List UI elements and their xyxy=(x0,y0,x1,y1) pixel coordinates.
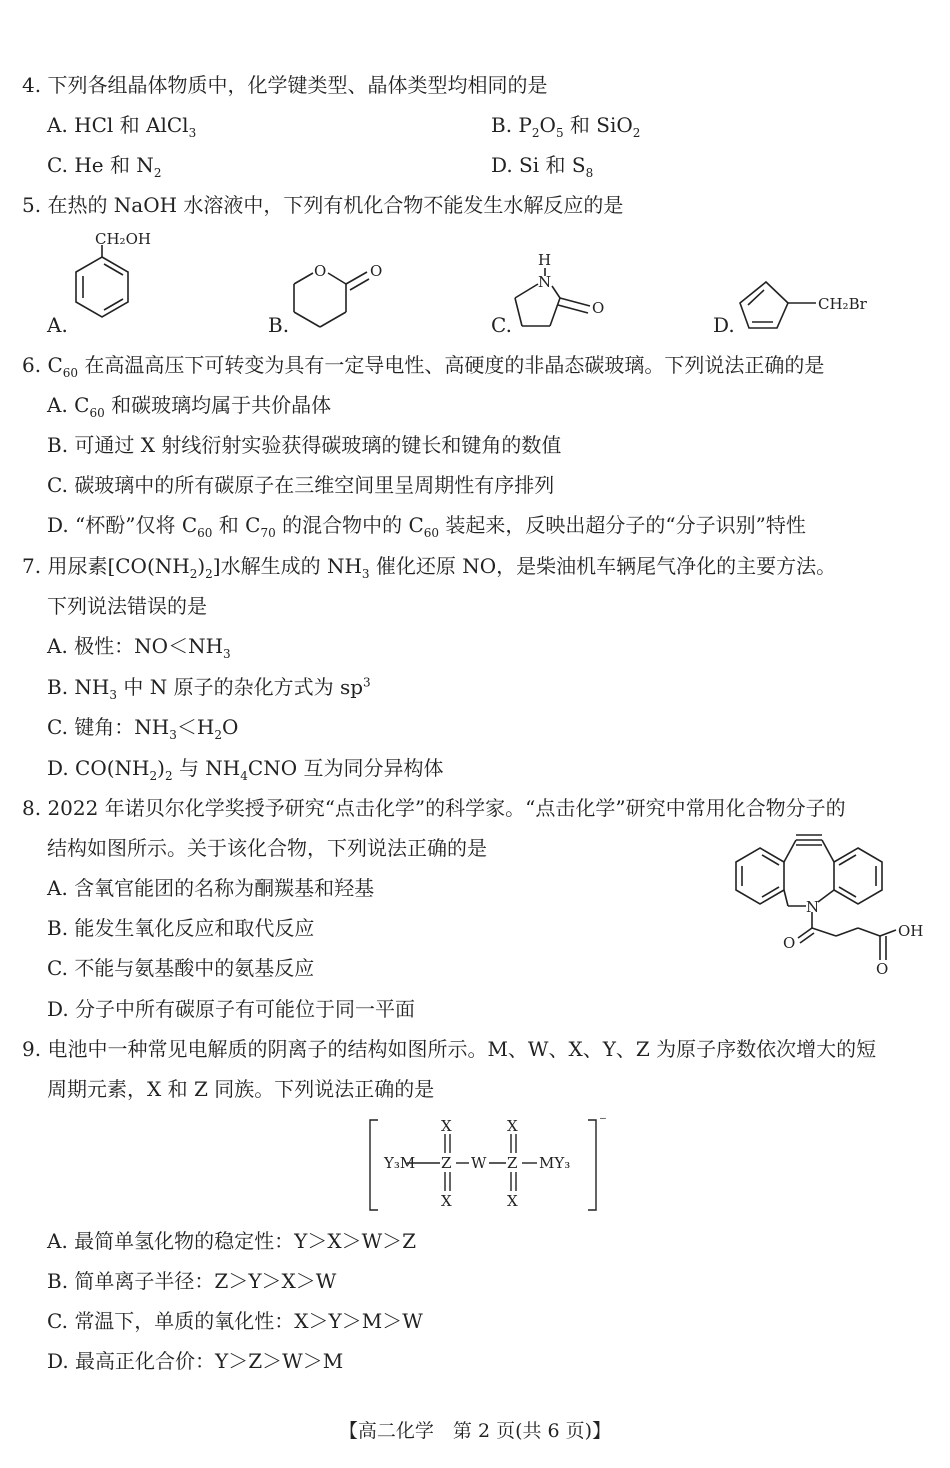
q9-w-center: W xyxy=(471,1154,487,1172)
q9-z-left: Z xyxy=(441,1154,452,1172)
q8-option-d: D. 分子中所有碳原子有可能位于同一平面 xyxy=(47,997,416,1021)
q6-option-d: D. “杯酚”仅将 $C_{60}$ 和 $C_{70}$ 的混合物中的 $C_{60}$ 装起来，反映出超分子的“分子识别”特性 xyxy=(47,513,806,540)
q4-option-c: C. He 和 $N_2$ xyxy=(47,153,162,180)
q5-a-ch2oh-label: CH₂OH xyxy=(95,230,151,248)
q7-option-d: D. $CO(NH_2)_2$ 与 $NH_4CNO$ 互为同分异构体 xyxy=(47,756,444,783)
q4-stem: 4. 下列各组晶体物质中，化学键类型、晶体类型均相同的是 xyxy=(22,73,548,97)
q4-option-d: D. Si 和 $S_8$ xyxy=(491,153,594,180)
q5-option-a-label: A. xyxy=(47,313,68,337)
q7-option-c: C. 键角：$NH_3<H_2O$ xyxy=(47,715,239,742)
q9-z-right: Z xyxy=(507,1154,518,1172)
q5-c-nitrogen: N xyxy=(538,273,552,291)
q8-option-c: C. 不能与氨基酸中的氨基反应 xyxy=(47,956,315,980)
q5-option-d-label: D. xyxy=(713,313,735,337)
q5-b-ring-oxygen: O xyxy=(314,262,327,280)
page-footer: 【高二化学 第 2 页(共 6 页)】 xyxy=(338,1420,612,1442)
q5-c-hydrogen: H xyxy=(538,251,552,269)
q9-right-group: MY₃ xyxy=(539,1154,571,1172)
q8-option-a: A. 含氧官能团的名称为酮羰基和羟基 xyxy=(47,876,375,900)
q7-stem-line2: 下列说法错误的是 xyxy=(47,594,207,618)
q9-stem: 9. 电池中一种常见电解质的阴离子的结构如图所示。M、W、X、Y、Z 为原子序数依次增大的短 xyxy=(22,1037,877,1061)
q9-option-d: D. 最高正化合价：Y＞Z＞W＞M xyxy=(47,1349,344,1373)
q5-option-b-label: B. xyxy=(268,313,290,337)
q6-option-c: C. 碳玻璃中的所有碳原子在三维空间里呈周期性有序排列 xyxy=(47,473,555,497)
q5-b-carbonyl-oxygen: O xyxy=(370,262,383,280)
q7-option-a: A. 极性：$NO<NH_3$ xyxy=(47,634,231,661)
q9-option-b: B. 简单离子半径：Z＞Y＞X＞W xyxy=(47,1269,337,1293)
q8-mol-acid-oxygen: O xyxy=(876,960,889,978)
q9-stem-line2: 周期元素，X 和 Z 同族。下列说法正确的是 xyxy=(47,1077,435,1101)
q9-charge: ⁻ xyxy=(599,1112,607,1130)
q4-option-b: B. $P_2O_5$ 和 SiO$_2$ xyxy=(491,113,641,140)
q9-option-a: A. 最简单氢化物的稳定性：Y＞X＞W＞Z xyxy=(47,1229,417,1253)
q9-x-bottom-right: X xyxy=(507,1192,518,1210)
q8-stem-line2: 结构如图所示。关于该化合物，下列说法正确的是 xyxy=(47,836,487,860)
q9-x-bottom-left: X xyxy=(441,1192,452,1210)
q8-mol-nitrogen: N xyxy=(806,898,820,916)
q9-option-c: C. 常温下，单质的氧化性：X＞Y＞M＞W xyxy=(47,1309,423,1333)
q8-stem: 8. 2022 年诺贝尔化学奖授予研究“点击化学”的科学家。“点击化学”研究中常用化合物分子的 xyxy=(22,796,846,820)
q5-stem: 5. 在热的 NaOH 水溶液中，下列有机化合物不能发生水解反应的是 xyxy=(22,193,624,217)
q4-option-a: A. HCl 和 AlCl$_3$ xyxy=(47,113,197,140)
q6-option-b: B. 可通过 X 射线衍射实验获得碳玻璃的键长和键角的数值 xyxy=(47,433,562,457)
q5-c-oxygen: O xyxy=(592,299,605,317)
q9-left-group: Y₃M xyxy=(384,1154,416,1172)
q9-x-top-left: X xyxy=(441,1117,452,1135)
q7-stem: 7. 用尿素$[CO(NH_2)_2]$水解生成的 $NH_3$ 催化还原 NO，是柴油机车辆尾气净化的主要方法。 xyxy=(22,554,837,581)
q8-mol-hydroxyl: OH xyxy=(898,922,924,940)
q9-x-top-right: X xyxy=(507,1117,518,1135)
q7-option-b: B. $NH_3$ 中 N 原子的杂化方式为 $sp^3$ xyxy=(47,675,371,702)
q6-option-a: A. $C_{60}$ 和碳玻璃均属于共价晶体 xyxy=(47,393,332,420)
q5-option-c-label: C. xyxy=(491,313,512,337)
q6-stem: 6. $C_{60}$ 在高温高压下可转变为具有一定导电性、高硬度的非晶态碳玻璃。下列说法正确的是 xyxy=(22,353,825,380)
q8-mol-ketone-oxygen: O xyxy=(783,934,796,952)
q5-d-ch2br-label: CH₂Br xyxy=(818,295,867,313)
q8-option-b: B. 能发生氧化反应和取代反应 xyxy=(47,916,315,940)
